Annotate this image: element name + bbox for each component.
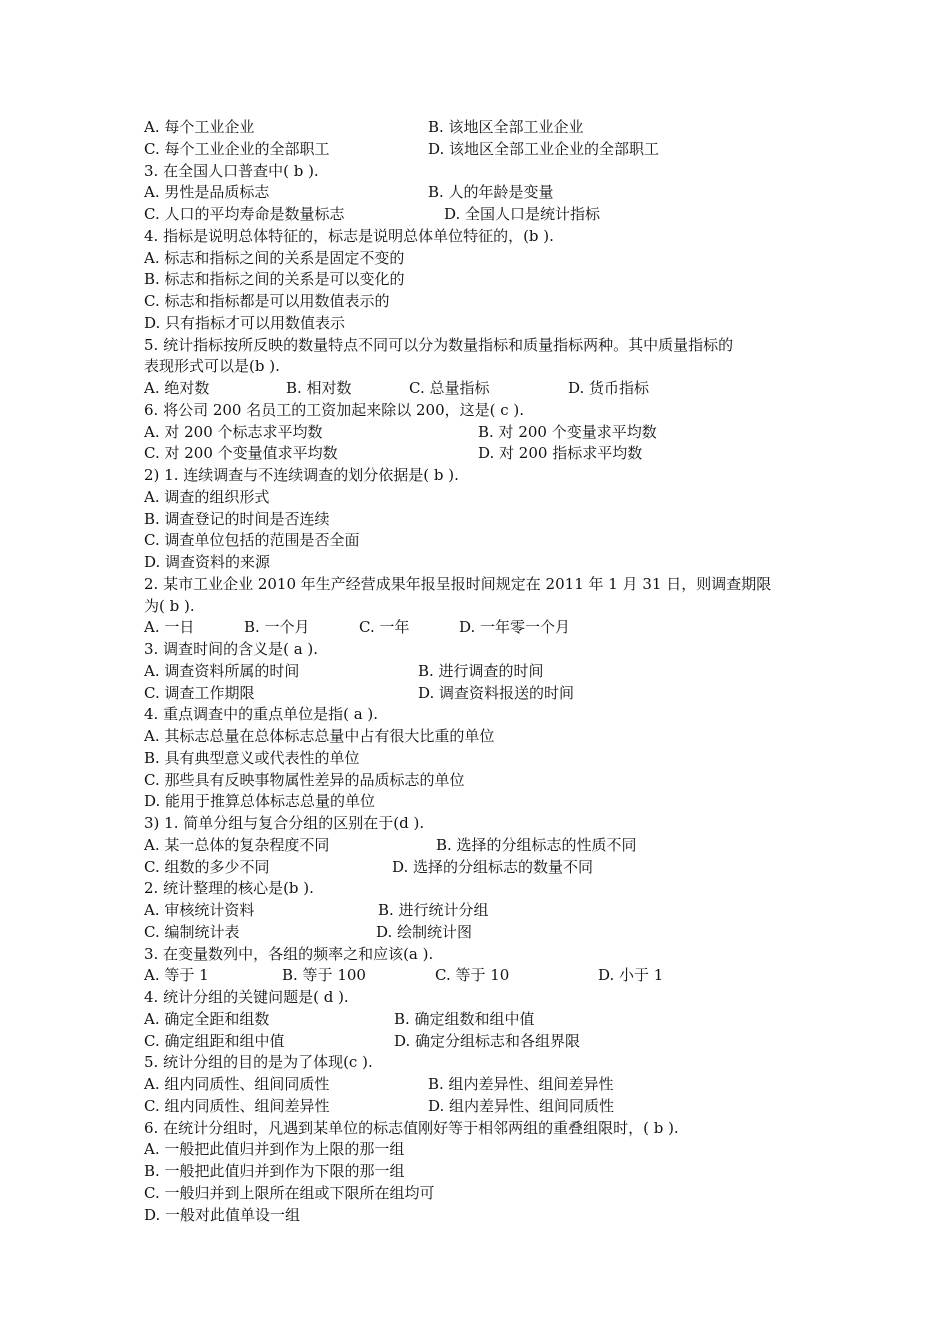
option-b: B. 等于 100 xyxy=(282,966,366,985)
line-text: B. 具有典型意义或代表性的单位 xyxy=(144,748,360,767)
options-line xyxy=(144,1095,824,1117)
options-line xyxy=(144,616,824,638)
option-a: A. 组内同质性、组间同质性 xyxy=(144,1075,330,1093)
text-line xyxy=(144,1204,824,1226)
options-line xyxy=(144,964,824,986)
text-line xyxy=(144,573,824,595)
option-a: C. 确定组距和组中值 xyxy=(144,1031,285,1050)
option-b: D. 绘制统计图 xyxy=(376,922,473,941)
option-b: B. 人的年龄是变量 xyxy=(428,183,554,202)
text-line xyxy=(144,334,824,356)
option-a: A. 每个工业企业 xyxy=(144,118,255,136)
text-line xyxy=(144,529,824,551)
option-b: B. 组内差异性、组间差异性 xyxy=(428,1075,614,1093)
text-line xyxy=(144,703,824,725)
text-line xyxy=(144,595,824,617)
option-a: C. 对 200 个变量值求平均数 xyxy=(144,444,338,463)
line-text: A. 调查的组织形式 xyxy=(144,487,270,506)
text-line xyxy=(144,486,824,508)
options-line xyxy=(144,1030,824,1052)
text-line xyxy=(144,1160,824,1182)
option-b: D. 该地区全部工业企业的全部职工 xyxy=(428,139,660,158)
line-text: B. 标志和指标之间的关系是可以变化的 xyxy=(144,270,405,289)
options-line xyxy=(144,1008,824,1030)
text-line xyxy=(144,247,824,269)
line-text: D. 能用于推算总体标志总量的单位 xyxy=(144,792,376,811)
option-a: A. 确定全距和组数 xyxy=(144,1009,270,1028)
option-a: A. 对 200 个标志求平均数 xyxy=(144,422,323,441)
text-line xyxy=(144,986,824,1008)
text-line xyxy=(144,769,824,791)
line-text: D. 调查资料的来源 xyxy=(144,553,271,571)
line-text: D. 一般对此值单设一组 xyxy=(144,1205,301,1224)
option-a: A. 某一总体的复杂程度不同 xyxy=(144,835,330,854)
line-text: D. 只有指标才可以用数值表示 xyxy=(144,313,346,332)
option-d: D. 货币指标 xyxy=(568,379,650,397)
line-text: C. 那些具有反映事物属性差异的品质标志的单位 xyxy=(144,770,465,789)
text-line xyxy=(144,355,824,377)
line-text: 6. 在统计分组时，凡遇到某单位的标志值刚好等于相邻两组的重叠组限时，( b ). xyxy=(144,1118,679,1137)
options-line xyxy=(144,921,824,943)
line-text: A. 其标志总量在总体标志总量中占有很大比重的单位 xyxy=(144,727,495,745)
option-a: A. 等于 1 xyxy=(144,966,209,985)
options-line xyxy=(144,116,824,138)
text-line xyxy=(144,1117,824,1139)
option-c: C. 总量指标 xyxy=(409,379,490,397)
option-b: D. 全国人口是统计指标 xyxy=(444,205,601,223)
options-line xyxy=(144,660,824,682)
text-line xyxy=(144,160,824,182)
text-line xyxy=(144,464,824,486)
line-text: 为( b ). xyxy=(144,596,195,615)
text-line xyxy=(144,790,824,812)
text-line xyxy=(144,399,824,421)
text-line xyxy=(144,812,824,834)
text-line xyxy=(144,1138,824,1160)
line-text: 3. 在全国人口普查中( b ). xyxy=(144,161,319,180)
text-line xyxy=(144,877,824,899)
option-b: D. 组内差异性、组间同质性 xyxy=(428,1096,615,1115)
option-a: A. 一日 xyxy=(144,618,195,637)
options-line xyxy=(144,834,824,856)
options-line xyxy=(144,899,824,921)
option-b: B. 选择的分组标志的性质不同 xyxy=(436,835,637,854)
options-line xyxy=(144,203,824,225)
text-line xyxy=(144,943,824,965)
option-a: A. 男性是品质标志 xyxy=(144,183,270,202)
line-text: 3. 在变量数列中，各组的频率之和应该(a ). xyxy=(144,944,434,963)
line-text: C. 标志和指标都是可以用数值表示的 xyxy=(144,292,390,310)
line-text: 5. 统计分组的目的是为了体现(c ). xyxy=(144,1053,373,1072)
option-d: D. 小于 1 xyxy=(598,966,664,985)
options-line xyxy=(144,1073,824,1095)
option-a: C. 编制统计表 xyxy=(144,922,240,941)
option-b: D. 确定分组标志和各组界限 xyxy=(394,1031,581,1050)
option-a: C. 组内同质性、组间差异性 xyxy=(144,1096,330,1115)
line-text: A. 一般把此值归并到作为上限的那一组 xyxy=(144,1140,405,1159)
line-text: 5. 统计指标按所反映的数量特点不同可以分为数量指标和质量指标两种。其中质量指标的 xyxy=(144,335,734,354)
option-b: B. 确定组数和组中值 xyxy=(394,1009,535,1028)
option-b: B. 一个月 xyxy=(244,618,310,637)
option-a: C. 组数的多少不同 xyxy=(144,857,270,876)
option-b: D. 调查资料报送的时间 xyxy=(418,683,575,702)
text-line xyxy=(144,508,824,530)
option-d: D. 一年零一个月 xyxy=(459,618,571,637)
option-a: A. 调查资料所属的时间 xyxy=(144,661,300,680)
text-line xyxy=(144,225,824,247)
option-a: A. 绝对数 xyxy=(144,379,210,397)
line-text: C. 一般归并到上限所在组或下限所在组均可 xyxy=(144,1183,435,1202)
options-line xyxy=(144,442,824,464)
option-a: C. 调查工作期限 xyxy=(144,683,255,702)
text-line xyxy=(144,1182,824,1204)
line-text: 4. 指标是说明总体特征的，标志是说明总体单位特征的，(b ). xyxy=(144,226,554,245)
option-b: D. 对 200 指标求平均数 xyxy=(478,444,643,463)
text-line xyxy=(144,1051,824,1073)
option-a: A. 审核统计资料 xyxy=(144,901,255,919)
options-line xyxy=(144,856,824,878)
line-text: C. 调查单位包括的范围是否全面 xyxy=(144,531,360,550)
options-line xyxy=(144,421,824,443)
text-line xyxy=(144,312,824,334)
option-a: C. 人口的平均寿命是数量标志 xyxy=(144,205,345,223)
line-text: 2) 1. 连续调查与不连续调查的划分依据是( b ). xyxy=(144,466,459,484)
options-line xyxy=(144,138,824,160)
option-b: B. 该地区全部工业企业 xyxy=(428,118,584,136)
line-text: 6. 将公司 200 名员工的工资加起来除以 200，这是( c ). xyxy=(144,400,525,419)
line-text: 3. 调查时间的含义是( a ). xyxy=(144,640,319,658)
option-b: B. 对 200 个变量求平均数 xyxy=(478,422,657,441)
text-line xyxy=(144,638,824,660)
text-line xyxy=(144,551,824,573)
text-line xyxy=(144,747,824,769)
text-line xyxy=(144,268,824,290)
line-text: A. 标志和指标之间的关系是固定不变的 xyxy=(144,248,405,267)
line-text: 表现形式可以是(b ). xyxy=(144,357,280,376)
text-line xyxy=(144,290,824,312)
line-text: B. 调查登记的时间是否连续 xyxy=(144,509,330,528)
line-text: B. 一般把此值归并到作为下限的那一组 xyxy=(144,1162,405,1180)
option-b: D. 选择的分组标志的数量不同 xyxy=(392,857,594,876)
option-c: C. 等于 10 xyxy=(435,966,510,985)
line-text: 4. 重点调查中的重点单位是指( a ). xyxy=(144,705,379,724)
option-c: C. 一年 xyxy=(359,618,410,637)
line-text: 2. 统计整理的核心是(b ). xyxy=(144,879,314,898)
text-line xyxy=(144,725,824,747)
line-text: 3) 1. 简单分组与复合分组的区别在于(d ). xyxy=(144,814,425,832)
option-a: C. 每个工业企业的全部职工 xyxy=(144,139,330,158)
option-b: B. 进行统计分组 xyxy=(378,901,489,919)
options-line xyxy=(144,682,824,704)
line-text: 2. 某市工业企业 2010 年生产经营成果年报呈报时间规定在 2011 年 1 月 31 日，则调查期限 xyxy=(144,574,772,593)
option-b: B. 进行调查的时间 xyxy=(418,661,544,680)
options-line xyxy=(144,181,824,203)
option-b: B. 相对数 xyxy=(286,379,352,397)
options-line xyxy=(144,377,824,399)
line-text: 4. 统计分组的关键问题是( d ). xyxy=(144,988,349,1006)
